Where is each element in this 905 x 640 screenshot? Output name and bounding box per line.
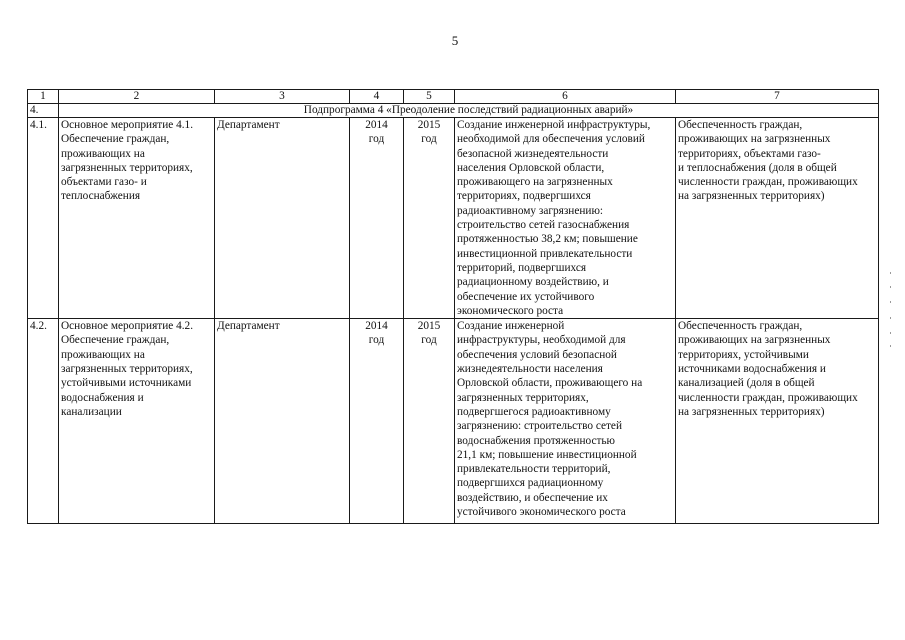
start-year: 2014 (365, 119, 388, 131)
column-number: 4 (350, 90, 404, 104)
table-row (28, 118, 879, 319)
start-year-cell (350, 319, 404, 524)
row-number: 4.1. (28, 118, 59, 319)
indicator-cell: Обеспеченность граждан, проживающих на загрязненных территориях, объектами газо- и теплоснабжения (доля в общей численности граждан, проживающих на загрязненных территориях) (676, 118, 879, 319)
end-year-unit: год (421, 133, 437, 146)
end-year-cell (404, 319, 455, 524)
end-year: 2015 (417, 119, 441, 131)
result-cell: Создание инженерной инфраструктуры, необходимой для обеспечения условий безопасной жизнедеятельности населения Орловской области, проживающего на загрязненных территориях, подвергшегося радиоактивному загрязнению: строительство сетей водоснабжения протяженностью 21,1 км; повышение инвестиционной привлекательности территорий, подвергшихся радиационному воздействию, и обеспечение их устойчивого экономического роста (455, 319, 676, 524)
column-number-row (28, 90, 879, 104)
start-year-unit: год (368, 133, 385, 146)
column-number: 1 (28, 90, 59, 104)
activity-cell: Основное мероприятие 4.1. Обеспечение граждан, проживающих на загрязненных территориях, объектами газо- и теплоснабжения (59, 118, 215, 319)
row-number: 4.2. (28, 319, 59, 524)
column-number: 2 (59, 90, 215, 104)
indicator-cell: Обеспеченность граждан, проживающих на загрязненных территориях, устойчивыми источниками водоснабжения и канализацией (доля в общей численности граждан, проживающих на загрязненных территориях) (676, 319, 879, 524)
executor-cell: Департамент (215, 319, 350, 524)
scan-specks (890, 270, 893, 350)
start-year: 2014 (365, 320, 388, 333)
column-number: 3 (215, 90, 350, 104)
subprogram-title: Подпрограмма 4 «Преодоление последствий радиационных аварий» (59, 104, 879, 118)
subprogram-row (28, 104, 879, 118)
activity-cell: Основное мероприятие 4.2. Обеспечение граждан, проживающих на загрязненных территориях, устойчивыми источниками водоснабжения и канализации (59, 319, 215, 524)
subprogram-number: 4. (28, 104, 59, 118)
column-number: 7 (676, 90, 879, 104)
start-year-unit: год (368, 334, 385, 347)
end-year-cell (404, 118, 455, 319)
column-number: 6 (455, 90, 676, 104)
executor-cell: Департамент (215, 118, 350, 319)
program-table (27, 89, 879, 524)
table-row (28, 319, 879, 524)
page-number: 5 (451, 33, 459, 48)
column-number: 5 (404, 90, 455, 104)
end-year: 2015 (417, 320, 441, 333)
start-year-cell (350, 118, 404, 319)
end-year-unit: год (421, 334, 437, 347)
result-cell: Создание инженерной инфраструктуры, необходимой для обеспечения условий безопасной жизнедеятельности населения Орловской области, проживающего на загрязненных территориях, подвергшихся радиоактивному загрязнению: строительство сетей газоснабжения протяженностью 38,2 км; повышение инвестиционной привлекательности территорий, подвергшихся радиационному воздействию, и обеспечение их устойчивого экономического роста (455, 118, 676, 319)
